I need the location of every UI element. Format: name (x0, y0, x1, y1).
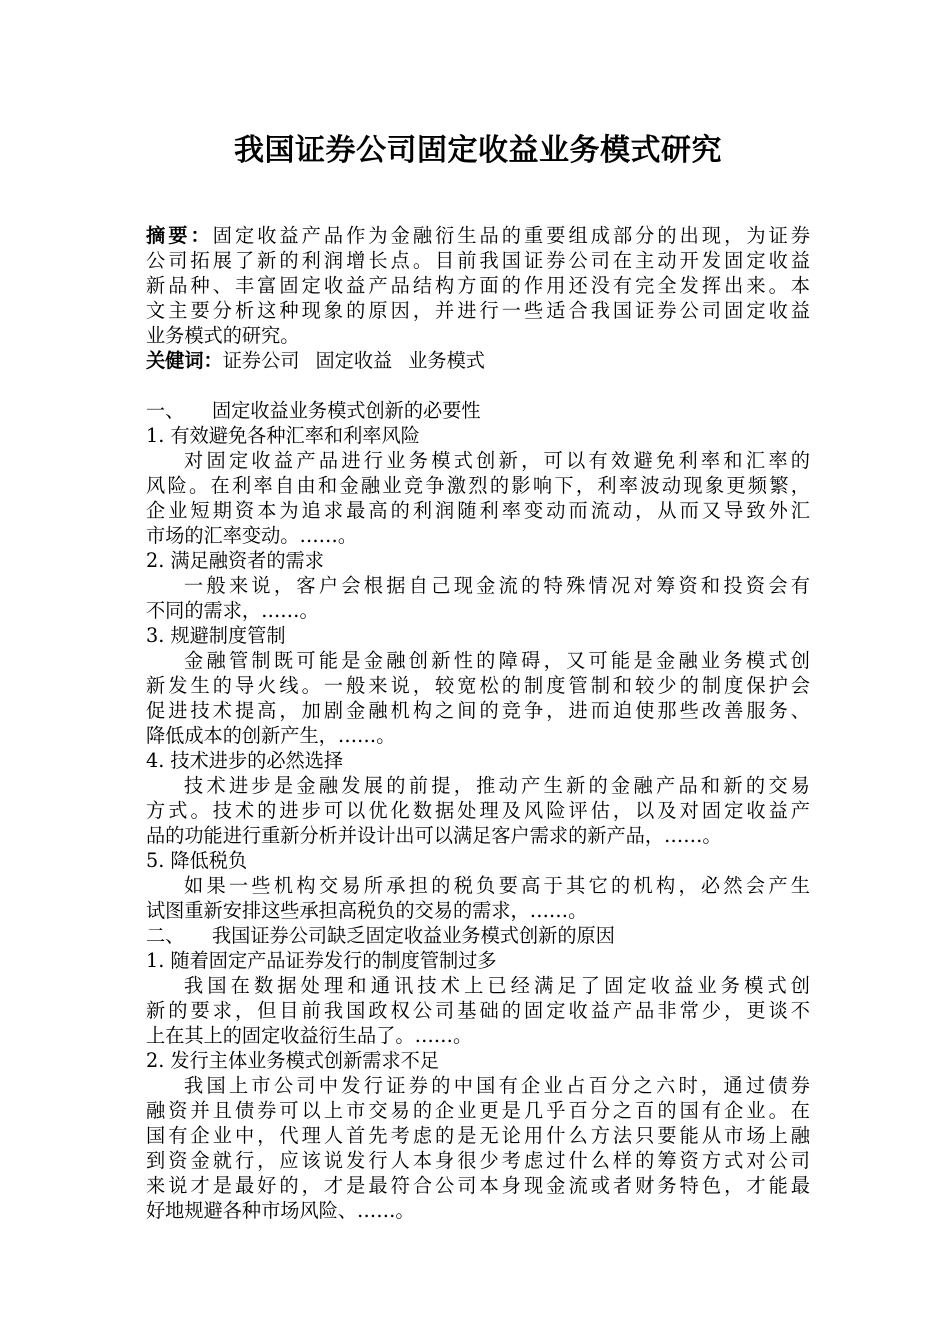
subsection-heading: 5. 降低税负 (146, 849, 248, 872)
section-number: 二、 (146, 924, 185, 947)
paragraph-line: 降低成本的创新产生，……。 (146, 724, 396, 747)
abstract-line (146, 223, 810, 248)
subsection-heading: 4. 技术进步的必然选择 (146, 749, 344, 772)
document-title: 我国证券公司固定收益业务模式研究 (234, 133, 722, 168)
abstract-line: 业务模式的研究。 (146, 324, 300, 347)
abstract-label: 摘要： (146, 224, 213, 247)
abstract-line: 文主要分析这种现象的原因，并进行一些适合我国证券公司固定收益 (146, 299, 810, 322)
section-heading (146, 923, 810, 948)
paragraph-line: 好地规避各种市场风险、……。 (146, 1199, 415, 1222)
paragraph-line: 新的要求，但目前我国政权公司基础的固定收益产品非常少，更谈不 (146, 999, 810, 1022)
paragraph-line: 对固定收益产品进行业务模式创新，可以有效避免利率和汇率的 (184, 449, 810, 472)
abstract-line: 公司拓展了新的利润增长点。目前我国证券公司在主动开发固定收益 (146, 249, 810, 272)
subsection-heading: 1. 有效避免各种汇率和利率风险 (146, 424, 420, 447)
paragraph-line: 风险。在利率自由和金融业竞争激烈的影响下，利率波动现象更频繁， (146, 474, 810, 497)
paragraph-line: 来说才是最好的，才是最符合公司本身现金流或者财务特色，才能最 (146, 1174, 810, 1197)
subsection-heading: 2. 发行主体业务模式创新需求不足 (146, 1049, 440, 1072)
paragraph-line: 不同的需求，……。 (146, 599, 319, 622)
paragraph-line: 如果一些机构交易所承担的税负要高于其它的机构，必然会产生 (184, 874, 810, 897)
paragraph-line: 技术进步是金融发展的前提，推动产生新的金融产品和新的交易 (184, 774, 810, 797)
paragraph-line: 金融管制既可能是金融创新性的障碍，又可能是金融业务模式创 (184, 649, 810, 672)
paragraph-line: 国有企业中，代理人首先考虑的是无论用什么方法只要能从市场上融 (146, 1124, 810, 1147)
paragraph-line: 我国上市公司中发行证券的中国有企业占百分之六时，通过债券 (184, 1074, 810, 1097)
paragraph-line: 一般来说，客户会根据自己现金流的特殊情况对筹资和投资会有 (184, 574, 810, 597)
section-heading (146, 398, 810, 423)
paragraph-line: 品的功能进行重新分析并设计出可以满足客户需求的新产品，……。 (146, 824, 722, 847)
paragraph-line: 新发生的导火线。一般来说，较宽松的制度管制和较少的制度保护会 (146, 674, 810, 697)
paragraph-line: 方式。技术的进步可以优化数据处理及风险评估，以及对固定收益产 (146, 799, 810, 822)
subsection-heading: 3. 规避制度管制 (146, 624, 286, 647)
paragraph-line: 企业短期资本为追求最高的利润随利率变动而流动，从而又导致外汇 (146, 499, 810, 522)
keyword: 固定收益 (315, 349, 393, 372)
keyword: 业务模式 (408, 349, 485, 372)
paragraph-line: 市场的汇率变动。……。 (146, 524, 358, 547)
paragraph-line: 上在其上的固定收益衍生品了。……。 (146, 1024, 473, 1047)
paragraph-line: 融资并且债券可以上市交易的企业更是几乎百分之百的国有企业。在 (146, 1099, 810, 1122)
subsection-heading: 2. 满足融资者的需求 (146, 549, 324, 572)
section-number: 一、 (146, 399, 185, 422)
document-body (146, 223, 810, 1223)
subsection-heading: 1. 随着固定产品证券发行的制度管制过多 (146, 949, 497, 972)
paragraph-line: 试图重新安排这些承担高税负的交易的需求，……。 (146, 899, 588, 922)
paragraph-line: 到资金就行，应该说发行人本身很少考虑过什么样的筹资方式对公司 (146, 1149, 810, 1172)
abstract-text: 固定收益产品作为金融衍生品的重要组成部分的出现，为证券 (212, 224, 811, 247)
section-title: 我国证券公司缺乏固定收益业务模式创新的原因 (212, 924, 615, 947)
paragraph-line: 我国在数据处理和通讯技术上已经满足了固定收益业务模式创 (184, 974, 810, 997)
blank-line (146, 373, 810, 398)
abstract-line: 新品种、丰富固定收益产品结构方面的作用还没有完全发挥出来。本 (146, 274, 810, 297)
section-title: 固定收益业务模式创新的必要性 (212, 399, 481, 422)
paragraph-line: 促进技术提高，加剧金融机构之间的竞争，进而迫使那些改善服务、 (146, 699, 810, 722)
keyword: 证券公司 (222, 349, 300, 372)
keywords-line (146, 348, 810, 373)
keywords-label: 关健词： (146, 349, 223, 372)
